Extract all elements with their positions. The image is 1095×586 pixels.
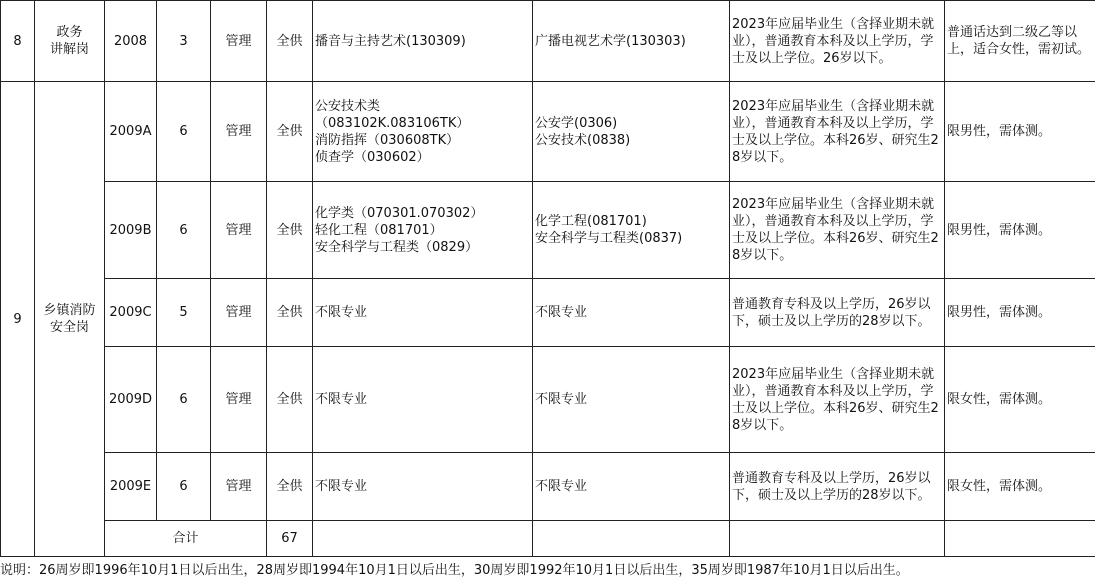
post-category: 管理	[211, 1, 267, 82]
other-requirement: 限男性，需体测。	[945, 82, 1095, 182]
table-row	[1, 1, 1095, 82]
postgrad-major: 化学工程(081701) 安全科学与工程类(0837)	[533, 182, 730, 279]
empty-cell	[945, 521, 1095, 557]
table-row	[1, 182, 1095, 279]
education-age-requirement: 普通教育专科及以上学历，26岁以下，硕士及以上学历的28岁以下。	[730, 279, 945, 347]
other-requirement: 限女性，需体测。	[945, 347, 1095, 453]
funding-type: 全供	[267, 1, 313, 82]
table-row	[1, 453, 1095, 521]
bachelor-major: 不限专业	[313, 347, 533, 453]
bachelor-major: 播音与主持艺术(130309)	[313, 1, 533, 82]
postgrad-major: 不限专业	[533, 453, 730, 521]
education-age-requirement: 2023年应届毕业生（含择业期未就业），普通教育本科及以上学历，学士及以上学位。本科26岁、研究生28岁以下。	[730, 182, 945, 279]
post-code: 2009D	[105, 347, 157, 453]
other-requirement: 普通话达到二级乙等以上，适合女性，需初试。	[945, 1, 1095, 82]
empty-cell	[313, 521, 533, 557]
funding-type: 全供	[267, 347, 313, 453]
other-requirement: 限男性，需体测。	[945, 182, 1095, 279]
post-code: 2009B	[105, 182, 157, 279]
hire-count: 5	[157, 279, 211, 347]
postgrad-major: 广播电视艺术学(130303)	[533, 1, 730, 82]
hire-count: 6	[157, 347, 211, 453]
post-category: 管理	[211, 347, 267, 453]
total-label: 合计	[105, 521, 267, 557]
education-age-requirement: 普通教育专科及以上学历，26岁以下，硕士及以上学历的28岁以下。	[730, 453, 945, 521]
table-row	[1, 347, 1095, 453]
post-name: 政务 讲解岗	[35, 1, 105, 82]
total-count: 67	[267, 521, 313, 557]
empty-cell	[533, 521, 730, 557]
hire-count: 6	[157, 182, 211, 279]
education-age-requirement: 2023年应届毕业生（含择业期未就业），普通教育本科及以上学历，学士及以上学位。26岁以下。	[730, 1, 945, 82]
other-requirement: 限女性，需体测。	[945, 453, 1095, 521]
post-code: 2008	[105, 1, 157, 82]
post-category: 管理	[211, 453, 267, 521]
funding-type: 全供	[267, 182, 313, 279]
funding-type: 全供	[267, 82, 313, 182]
sequence-number: 9	[1, 82, 35, 557]
bachelor-major: 化学类（070301.070302） 轻化工程（081701） 安全科学与工程类（0829）	[313, 182, 533, 279]
empty-cell	[730, 521, 945, 557]
table-row	[1, 279, 1095, 347]
post-name: 乡镇消防 安全岗	[35, 82, 105, 557]
hire-count: 3	[157, 1, 211, 82]
footnote: 说明：26周岁即1996年10月1日以后出生，28周岁即1994年10月1日以后出生，30周岁即1992年10月1日以后出生，35周岁即1987年10月1日以后出生。	[0, 563, 909, 578]
education-age-requirement: 2023年应届毕业生（含择业期未就业），普通教育本科及以上学历，学士及以上学位。本科26岁、研究生28岁以下。	[730, 82, 945, 182]
table-row	[1, 82, 1095, 182]
postgrad-major: 不限专业	[533, 347, 730, 453]
bachelor-major: 不限专业	[313, 453, 533, 521]
funding-type: 全供	[267, 453, 313, 521]
education-age-requirement: 2023年应届毕业生（含择业期未就业），普通教育本科及以上学历，学士及以上学位。本科26岁、研究生28岁以下。	[730, 347, 945, 453]
bachelor-major: 公安技术类 （083102K.083106TK） 消防指挥（030608TK） 侦查学（030602）	[313, 82, 533, 182]
post-code: 2009E	[105, 453, 157, 521]
post-category: 管理	[211, 82, 267, 182]
post-category: 管理	[211, 182, 267, 279]
post-category: 管理	[211, 279, 267, 347]
funding-type: 全供	[267, 279, 313, 347]
hire-count: 6	[157, 453, 211, 521]
sequence-number: 8	[1, 1, 35, 82]
post-code: 2009C	[105, 279, 157, 347]
postgrad-major: 公安学(0306) 公安技术(0838)	[533, 82, 730, 182]
other-requirement: 限男性，需体测。	[945, 279, 1095, 347]
hire-count: 6	[157, 82, 211, 182]
postgrad-major: 不限专业	[533, 279, 730, 347]
bachelor-major: 不限专业	[313, 279, 533, 347]
post-code: 2009A	[105, 82, 157, 182]
total-row	[1, 521, 1095, 557]
